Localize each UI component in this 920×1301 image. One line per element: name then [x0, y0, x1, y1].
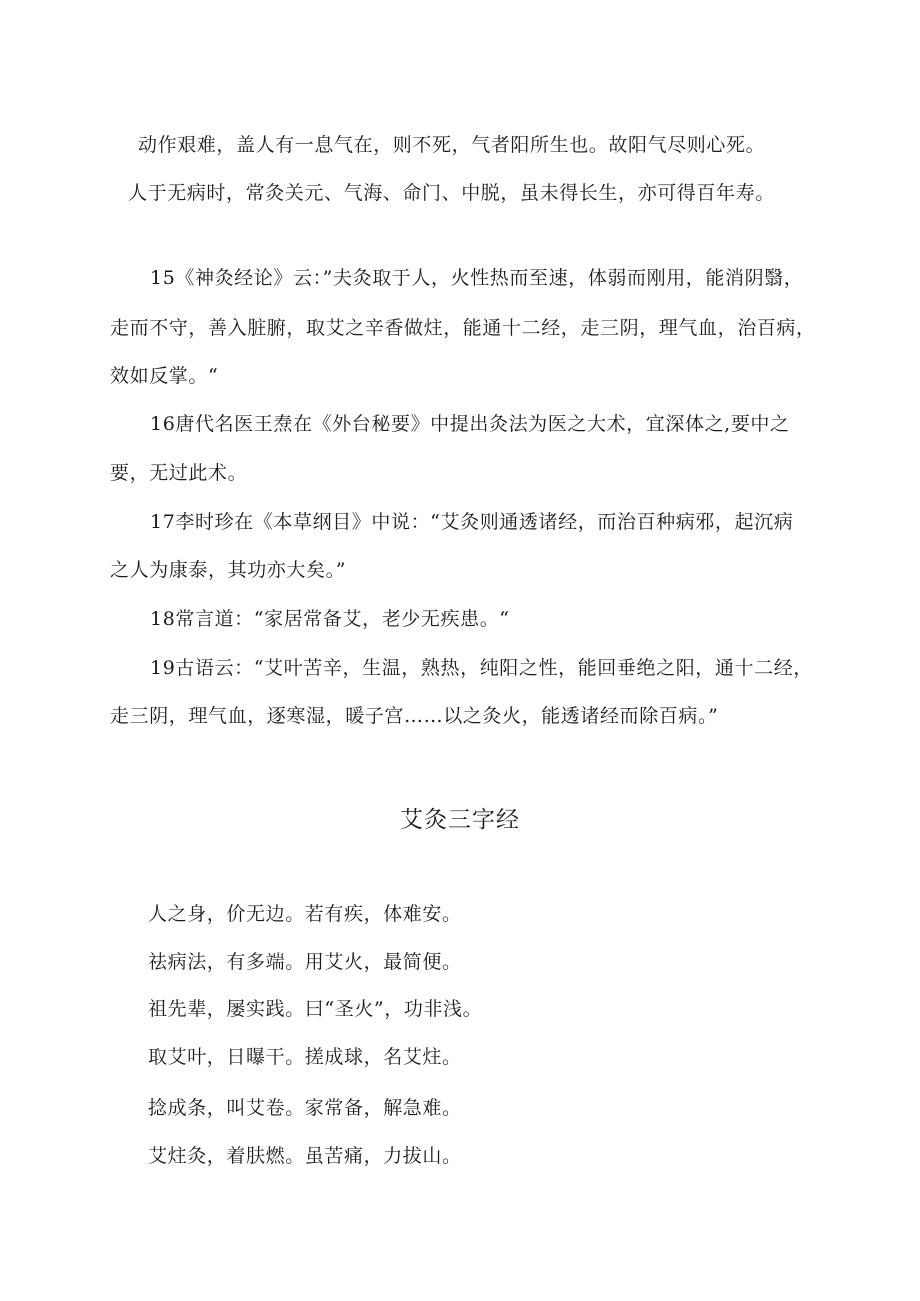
quote-16-line-2: 要，无过此术。	[110, 462, 248, 484]
quote-17-line-2: 之人为康泰，其功亦大矣。”	[110, 559, 347, 581]
quote-16-line-1: 16唐代名医王焘在《外台秘要》中提出灸法为医之大术，宜深体之,要中之	[150, 413, 790, 435]
quote-15-line-2: 走而不守，善入脏腑，取艾之辛香做炷，能通十二经，走三阴，理气血，治百病，	[110, 317, 816, 339]
intro-line-1: 动作艰难，盖人有一息气在，则不死，气者阳所生也。故阳气尽则心死。	[138, 134, 766, 156]
verse-line-5: 捻成条，叫艾卷。家常备，解急难。	[148, 1097, 462, 1119]
quote-15-line-3: 效如反掌。“	[110, 365, 219, 387]
quote-15-line-1: 15《神灸经论》云：”夫灸取于人，火性热而至速，体弱而刚用，能消阴翳，	[150, 267, 804, 289]
quote-19-line-1: 19古语云：“艾叶苦辛，生温，熟热，纯阳之性，能回垂绝之阳，通十二经，	[150, 657, 813, 679]
verse-line-2: 祛病法，有多端。用艾火，最简便。	[148, 951, 462, 973]
intro-line-2: 人于无病时，常灸关元、气海、命门、中脱，虽未得长生，亦可得百年寿。	[128, 182, 775, 204]
verse-line-6: 艾炷灸，着肤燃。虽苦痛，力拔山。	[148, 1145, 462, 1167]
verse-line-1: 人之身，价无边。若有疾，体难安。	[148, 903, 462, 925]
quote-18-line-1: 18常言道：“家居常备艾，老少无疾患。“	[150, 608, 510, 630]
section-title: 艾灸三字经	[400, 807, 520, 833]
verse-line-3: 祖先辈，屡实践。曰“圣火”，功非浅。	[148, 998, 483, 1020]
verse-line-4: 取艾叶，日曝干。搓成球，名艾炷。	[148, 1046, 462, 1068]
quote-19-line-2: 走三阴，理气血，逐寒湿，暖子宫……以之灸火，能透诸经而除百病。”	[110, 705, 719, 727]
quote-17-line-1: 17李时珍在《本草纲目》中说：“艾灸则通透诸经，而治百种病邪，起沉病	[150, 511, 794, 533]
